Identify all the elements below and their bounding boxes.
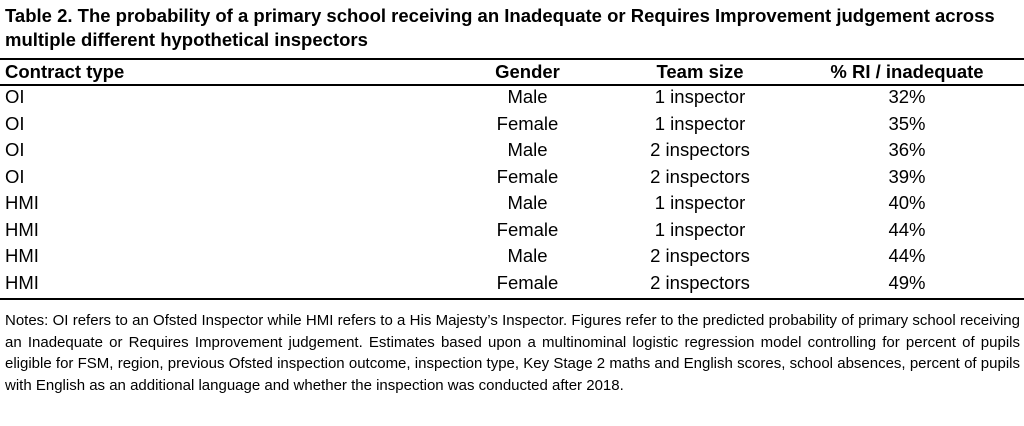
- table-row: [0, 84, 1024, 111]
- cell-percent: 32%: [888, 86, 926, 108]
- cell-gender: Female: [496, 165, 559, 187]
- cell-team-size: 2 inspectors: [650, 139, 750, 161]
- cell-team-size: 1 inspector: [654, 86, 746, 108]
- cell-gender: Female: [496, 112, 559, 134]
- table-bottom-rule: [0, 298, 1024, 300]
- table-row: [0, 111, 1024, 138]
- cell-contract-type: HMI: [5, 218, 39, 240]
- table-row: [0, 137, 1024, 164]
- header-team-size: Team size: [656, 61, 744, 82]
- cell-gender: Female: [496, 271, 559, 293]
- cell-team-size: 2 inspectors: [650, 245, 750, 267]
- cell-percent: 40%: [888, 192, 926, 214]
- cell-gender: Male: [507, 86, 548, 108]
- cell-percent: 44%: [888, 245, 926, 267]
- table-row: [0, 217, 1024, 244]
- cell-percent: 39%: [888, 165, 926, 187]
- cell-gender: Female: [496, 218, 559, 240]
- table-title: Table 2. The probability of a primary school receiving an Inadequate or Requires Improvement judgement across multiple different hypothetical inspectors: [5, 5, 995, 50]
- cell-percent: 36%: [888, 139, 926, 161]
- table-row: [0, 164, 1024, 191]
- table-header-row: [0, 60, 1024, 84]
- cell-percent: 44%: [888, 218, 926, 240]
- cell-contract-type: HMI: [5, 245, 39, 267]
- cell-contract-type: OI: [5, 86, 25, 108]
- cell-percent: 35%: [888, 112, 926, 134]
- header-gender: Gender: [495, 61, 560, 82]
- table-row: [0, 270, 1024, 297]
- cell-percent: 49%: [888, 271, 926, 293]
- cell-contract-type: OI: [5, 112, 25, 134]
- cell-contract-type: HMI: [5, 271, 39, 293]
- cell-contract-type: OI: [5, 139, 25, 161]
- cell-contract-type: OI: [5, 165, 25, 187]
- header-percent-ri-inadequate: % RI / inadequate: [830, 61, 984, 82]
- table-row: [0, 243, 1024, 270]
- cell-team-size: 1 inspector: [654, 192, 746, 214]
- cell-contract-type: HMI: [5, 192, 39, 214]
- cell-team-size: 1 inspector: [654, 112, 746, 134]
- cell-team-size: 2 inspectors: [650, 165, 750, 187]
- header-contract-type: Contract type: [5, 61, 125, 82]
- table-notes: Notes: OI refers to an Ofsted Inspector while HMI refers to a His Majesty’s Inspector. Figures refer to the predicted probability of primary school receiving an Inadequate or Requires Improvement judgement. Estimates based upon a multinominal logistic regression model controlling for percent of pupils eligible for FSM, region, previous Ofsted inspection outcome, inspection type, Key Stage 2 maths and English scores, school absences, percent of pupils with English as an additional language and whether the inspection was conducted after 2018.: [5, 312, 1020, 394]
- cell-gender: Male: [507, 245, 548, 267]
- cell-team-size: 2 inspectors: [650, 271, 750, 293]
- cell-gender: Male: [507, 139, 548, 161]
- probability-table: [0, 60, 1024, 296]
- cell-gender: Male: [507, 192, 548, 214]
- table-row: [0, 190, 1024, 217]
- cell-team-size: 1 inspector: [654, 218, 746, 240]
